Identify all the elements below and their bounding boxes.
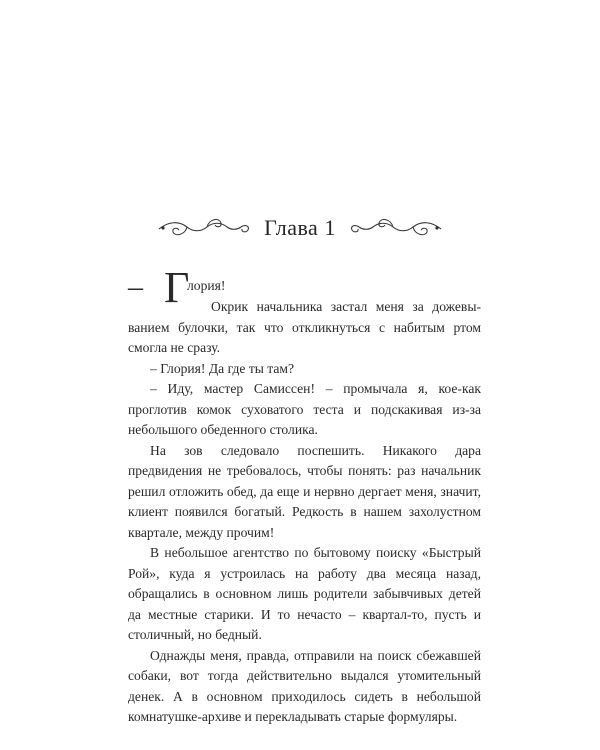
chapter-heading [0,208,600,248]
opening-line [128,263,481,312]
right-flourish-icon [348,215,443,241]
paragraph-3: – Иду, мастер Самиссен! – промычала я, кое-как проглотив комок суховатого теста и подскакивая из-за небольшого обеденного столика. [128,381,481,437]
left-flourish-icon [157,215,252,241]
drop-cap: Г [164,263,190,312]
paragraph-1: Окрик начальника застал меня за дожевыванием булочки, так что откликнуться с набитым ртом смогла не сразу. [128,299,481,355]
chapter-body [128,263,481,728]
opening-word: лория! [187,278,226,293]
paragraph-6: Однажды меня, правда, отправили на поиск сбежавшей собаки, вот тогда действительно выдался утомительный денек. А в основном приходилось сидеть в небольшой комнатушке-архиве и перекладывать старые формуляры. [128,647,481,724]
opening-dash: – [128,270,143,303]
chapter-title: Глава 1 [264,215,336,240]
paragraph-4: На зов следовало поспешить. Никакого дара предвидения не требовалось, чтобы понять: раз начальник решил отложить обед, да еще и нервно дергает меня, значит, клиент появился богатый. Редкость в нашем захолустном квартале, между прочим! [128,442,481,540]
paragraph-5: В небольшое агентство по бытовому поиску «Быстрый Рой», куда я устроилась на работу два месяца назад, обращались в основном лишь родители забывчивых детей да местные старики. И то нечасто – квартал-то, пусть и столичный, но бедный. [128,545,481,642]
paragraph-2: – Глория! Да где ты там? [150,360,295,376]
